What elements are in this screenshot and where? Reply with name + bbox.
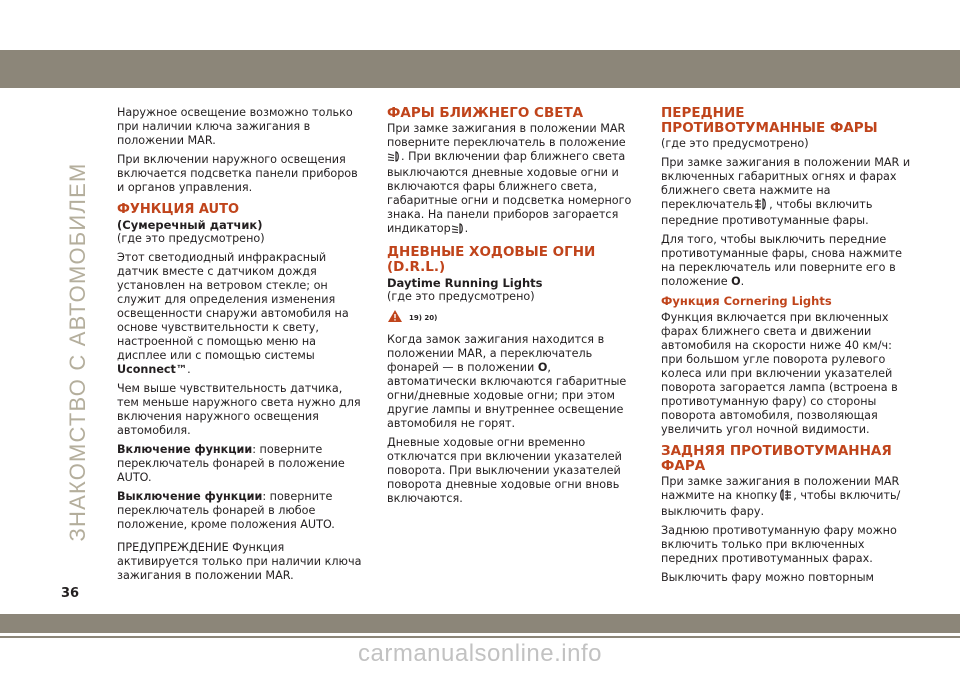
- availability-note: (где это предусмотрено): [387, 290, 535, 303]
- label-on: Включение функции: [117, 443, 253, 456]
- header-bar: [0, 50, 960, 88]
- watermark: carmanualsonline.info: [358, 640, 602, 667]
- footer-bar: [0, 614, 960, 633]
- column-2: [387, 106, 635, 511]
- paragraph: При замке зажигания в положении MAR нажмите на кнопку , чтобы включить/выключить фару.: [661, 475, 901, 518]
- paragraph: При замке зажигания в положении MAR и включенных габаритных огнях и фарах ближнего света нажмите на переключатель , чтобы включить передние противотуманные фары.: [661, 156, 911, 227]
- subheading-twilight-sensor: (Сумеречный датчик): [117, 218, 263, 232]
- page-number: 36: [61, 586, 80, 601]
- low-beam-icon: [387, 151, 401, 166]
- front-fog-icon: [753, 198, 769, 214]
- paragraph: Когда замок зажигания находится в положении MAR, а переключатель фонарей — в положении O, автоматически включаются габаритные огни/дневные ходовые огни; при этом другие лампы и внутреннее освещение автомобиля не горят.: [387, 333, 627, 430]
- label-off: Выключение функции: [117, 490, 263, 503]
- low-beam-indicator-icon: [451, 223, 465, 238]
- position-o: O: [537, 361, 548, 374]
- paragraph: Наружное освещение возможно только при наличии ключа зажигания в положении MAR.: [117, 106, 353, 147]
- warning-triangle-icon: [387, 309, 403, 327]
- availability-note: (где это предусмотрено): [661, 137, 809, 150]
- paragraph: Для того, чтобы выключить передние противотуманные фары, снова нажмите на переключатель или поверните его в положение O.: [661, 233, 902, 288]
- paragraph: Этот светодиодный инфракрасный датчик вместе с датчиком дождя установлен на ветровом стекле; он служит для определения изменения освещенности снаружи автомобиля на основе чувствительности к свету, настроенной с помощью меню на дисплее или с помощью системы Uconnect™.: [117, 251, 349, 376]
- section-title-text: ЗНАКОМСТВО С АВТОМОБИЛЕМ: [65, 162, 90, 542]
- subheading-cornering: Функция Cornering Lights: [661, 294, 832, 308]
- column-3: [661, 106, 913, 590]
- paragraph: Выключение функции: поверните переключатель фонарей в любое положение, кроме положения AUTO.: [117, 490, 335, 531]
- subheading-drl: Daytime Running Lights: [387, 276, 543, 290]
- paragraph: Дневные ходовые огни временно отключатся при включении указателей поворота. При выключении указателей поворота дневные ходовые огни вновь включаются.: [387, 436, 622, 505]
- warning-heading: ПРЕДУПРЕЖДЕНИЕ: [117, 541, 229, 554]
- reference-numbers: 19) 20): [409, 314, 438, 322]
- paragraph: Заднюю противотуманную фару можно включить только при включенных передних противотуманных фарах.: [661, 524, 897, 565]
- paragraph: При включении наружного освещения включается подсветка панели приборов и органов управления.: [117, 153, 358, 194]
- warning-paragraph: ПРЕДУПРЕЖДЕНИЕ Функция активируется только при наличии ключа зажигания в положении MAR.: [117, 541, 362, 582]
- warning-reference: [387, 309, 635, 327]
- position-o: O: [731, 275, 741, 288]
- heading-drl: ДНЕВНЫЕ ХОДОВЫЕ ОГНИ (D.R.L.): [387, 244, 596, 275]
- heading-auto: ФУНКЦИЯ AUTO: [117, 202, 240, 217]
- footer-line: [0, 636, 960, 638]
- paragraph: Функция включается при включенных фарах ближнего света и движении автомобиля на скорости ниже 40 км/ч: при большом угле поворота рулевого колеса или при включении указателей поворота загорается лампа (встроена в противотуманную фару) со стороны поворота автомобиля, позволяющая увеличить угол ночной видимости.: [661, 311, 898, 436]
- heading-rear-fog: ЗАДНЯЯ ПРОТИВОТУМАННАЯ ФАРА: [661, 443, 892, 474]
- column-1: [117, 106, 362, 588]
- paragraph: При замке зажигания в положении MAR поверните переключатель в положение . При включении фар ближнего света выключаются дневные ходовые огни и включаются фары ближнего света, габаритные огни и подсветка номерного знака. На панели приборов загорается индикатор .: [387, 122, 635, 238]
- heading-low-beam: ФАРЫ БЛИЖНЕГО СВЕТА: [387, 105, 584, 121]
- heading-front-fog: ПЕРЕДНИЕ ПРОТИВОТУМАННЫЕ ФАРЫ: [661, 105, 878, 136]
- paragraph: Включение функции: поверните переключатель фонарей в положение AUTO.: [117, 443, 345, 484]
- availability-note: (где это предусмотрено): [117, 232, 265, 245]
- rear-fog-icon: [777, 489, 793, 505]
- uconnect-name: Uconnect™: [117, 363, 188, 376]
- paragraph: Выключить фару можно повторным: [661, 571, 874, 584]
- paragraph: Чем выше чувствительность датчика, тем меньше наружного света нужно для включения наружного освещения автомобиля.: [117, 382, 361, 437]
